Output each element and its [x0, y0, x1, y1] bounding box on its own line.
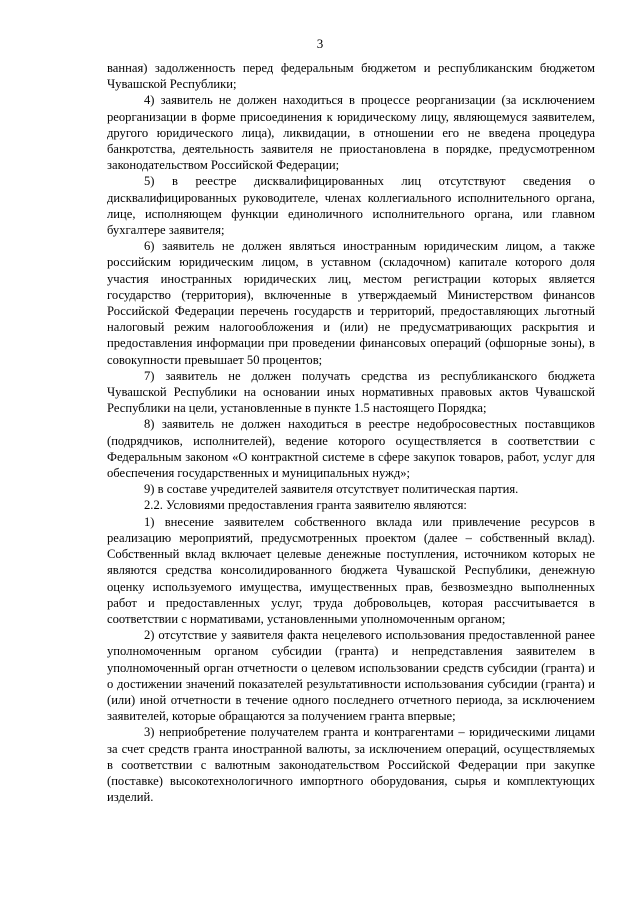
paragraph-item-5: 5) в реестре дисквалифицированных лиц отсутствуют сведения о дисквалифицированных руководителе, членах коллегиального исполнительного органа, лице, исполняющем функции единоличного исполнительного органа, или главном бухгалтере заявителя;	[107, 174, 595, 238]
paragraph-item-7: 7) заявитель не должен получать средства из республиканского бюджета Чувашской Республики на основании иных нормативных правовых актов Чувашской Республики на цели, установленные в пункте 1.5 настоящего Порядка;	[107, 368, 595, 416]
page-number: 3	[316, 36, 324, 51]
section-heading-2-2: 2.2. Условиями предоставления гранта заявителю являются:	[144, 498, 467, 513]
paragraph-item-8: 8) заявитель не должен находиться в реестре недобросовестных поставщиков (подрядчиков, исполнителей), ведение которого осуществляется в соответствии с Федеральным законом «О контрактной системе в сфере закупок товаров, работ, услуг для обеспечения государственных и муниципальных нужд»;	[107, 417, 595, 481]
document-body	[107, 60, 595, 805]
condition-item-3: 3) неприобретение получателем гранта и контрагентами – юридическими лицами за счет средств гранта иностранной валюты, за исключением операций, осуществляемых в соответствии с валютным законодательством Российской Федерации при закупке (поставке) высокотехнологичного импортного оборудования, сырья и комплектующих изделий.	[107, 725, 595, 805]
condition-item-1: 1) внесение заявителем собственного вклада или привлечение ресурсов в реализацию мероприятий, предусмотренных проектом (далее – собственный вклад). Собственный вклад включает целевые денежные поступления, источником которых не являются средства консолидированного бюджета Чувашской Республики, денежную оценку используемого имущества, имущественных прав, безвозмездно выполненных работ и предоставленных услуг, труда добровольцев, которая рассчитывается в соответствии с нормативами, установленными уполномоченным органом;	[107, 514, 595, 626]
paragraph-item-6: 6) заявитель не должен являться иностранным юридическим лицом, а также российским юридическим лицом, в уставном (складочном) капитале которого доля участия иностранных юридических лиц, местом регистрации которых является государство (территория), включенные в утверждаемый Министерством финансов Российской Федерации перечень государств и территорий, предоставляющих льготный налоговый режим налогообложения и (или) не предусматривающих раскрытия и предоставления информации при проведении финансовых операций (офшорные зоны), в совокупности превышает 50 процентов;	[107, 239, 595, 367]
paragraph-item-4: 4) заявитель не должен находиться в процессе реорганизации (за исключением реорганизации в форме присоединения к юридическому лицу, являющемуся заявителем, другого юридического лица), ликвидации, в отношении его не введена процедура банкротства, деятельность заявителя не приостановлена в порядке, предусмотренном законодательством Российской Федерации;	[107, 93, 595, 173]
paragraph-continuation: ванная) задолженность перед федеральным бюджетом и республиканским бюджетом Чувашской Республики;	[107, 61, 595, 92]
condition-item-2: 2) отсутствие у заявителя факта нецелевого использования предоставленной ранее уполномоченным органом субсидии (гранта) и непредставления заявителем в уполномоченный орган отчетности о целевом использовании средств субсидии (гранта) и о достижении значений показателей результативности использования субсидии (гранта) и (или) иной отчетности в течение одного последнего отчетного периода, за исключением заявителей, которые обращаются за получением гранта впервые;	[107, 628, 595, 724]
paragraph-item-9: 9) в составе учредителей заявителя отсутствует политическая партия.	[144, 482, 519, 497]
